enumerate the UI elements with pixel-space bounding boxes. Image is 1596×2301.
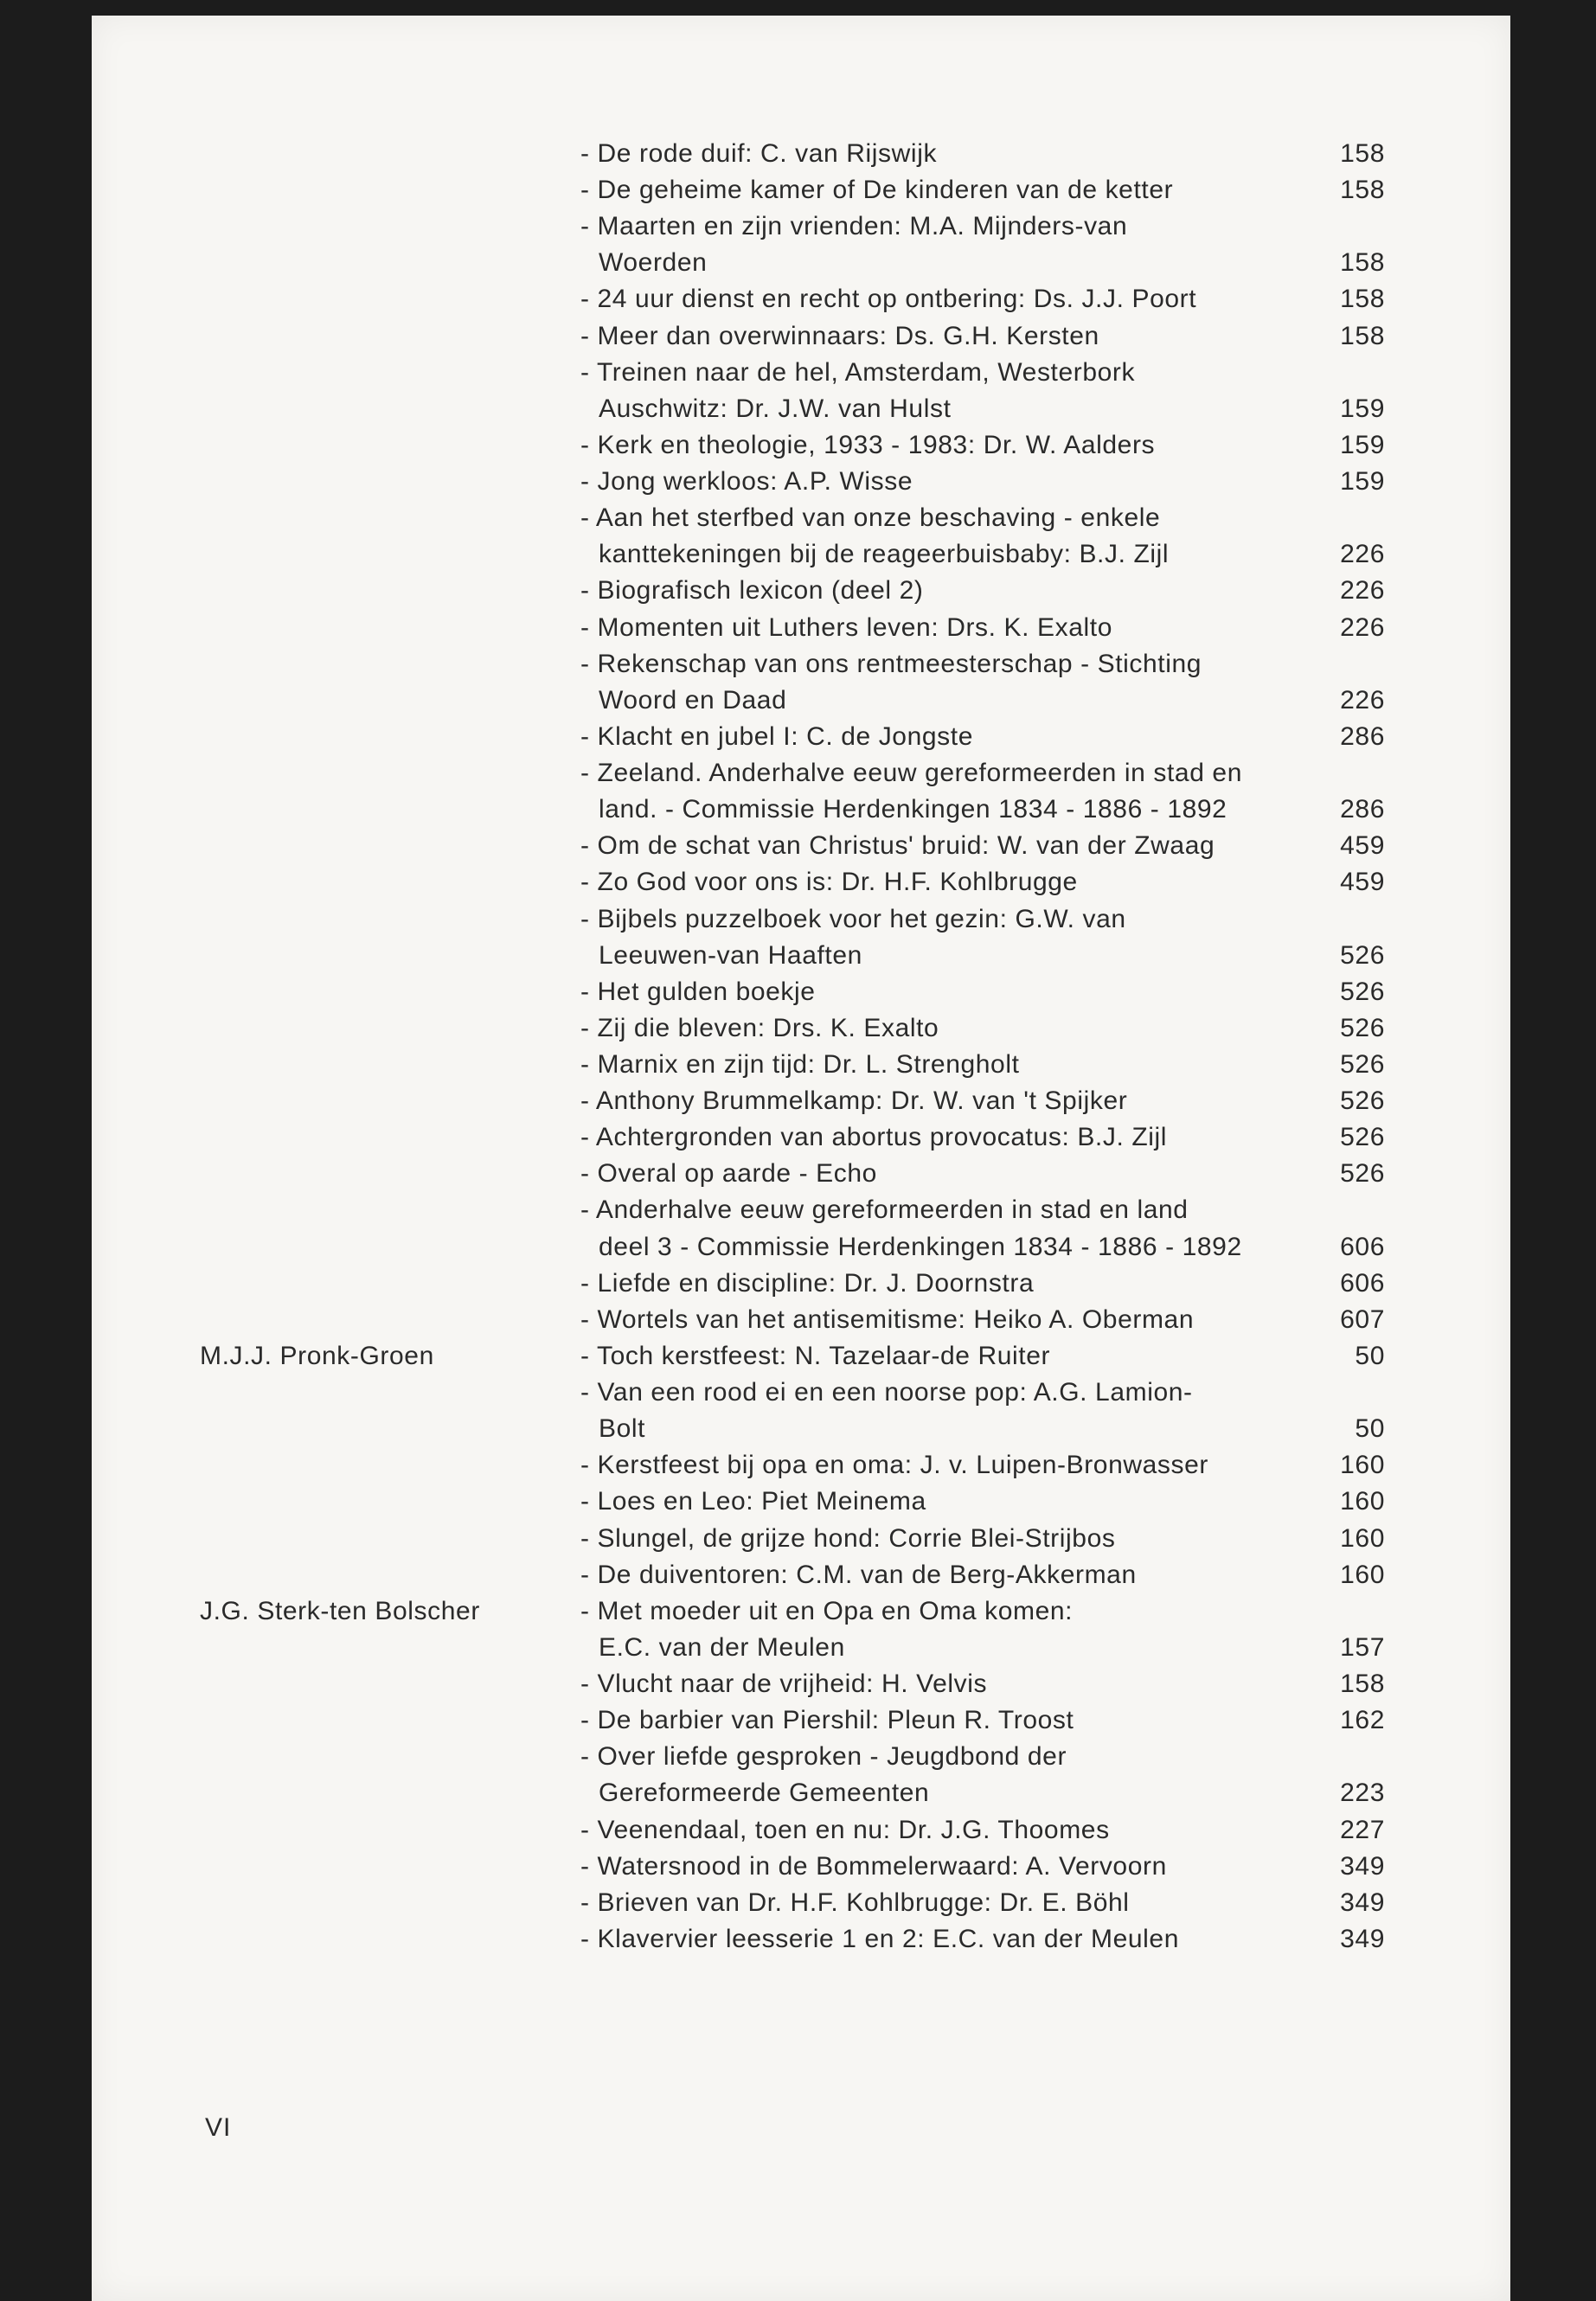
entry-page-number: 158 [1340,285,1385,314]
entry-title: - Biografisch lexicon (deel 2) [580,576,924,606]
entry-title: - Wortels van het antisemitisme: Heiko A. Oberman [580,1304,1195,1334]
entry-page-number: 286 [1340,795,1385,824]
entry-page-number: 158 [1340,248,1385,278]
entry-title: - Liefde en discipline: Dr. J. Doornstra [580,1268,1035,1298]
index-entry [92,1666,1510,1702]
entry-page-number: 162 [1340,1706,1385,1735]
index-entry [92,1812,1510,1849]
entry-title: Leeuwen-van Haaften [599,940,862,970]
index-entry [92,1702,1510,1739]
index-entry [92,1266,1510,1302]
entry-page-number: 349 [1340,1924,1385,1953]
entry-page-number: 526 [1340,1159,1385,1189]
index-entry [92,1447,1510,1484]
entry-title: - Veenendaal, toen en nu: Dr. J.G. Thoomes [580,1815,1110,1844]
entry-page-number: 349 [1340,1888,1385,1917]
index-entry [92,646,1510,683]
entry-page-number: 158 [1340,321,1385,350]
entry-title: - Zij die bleven: Drs. K. Exalto [580,1013,939,1042]
index-list [92,16,1510,2301]
entry-title: Gereformeerde Gemeenten [599,1779,930,1808]
entry-page-number: 606 [1340,1268,1385,1298]
entry-title: - Met moeder uit en Opa en Oma komen: [580,1596,1074,1625]
author-name: J.G. Sterk-ten Bolscher [200,1596,480,1625]
entry-page-number: 158 [1340,139,1385,168]
index-entry [92,792,1510,828]
entry-page-number: 160 [1340,1523,1385,1553]
index-entry [92,1302,1510,1338]
entry-page-number: 526 [1340,1013,1385,1042]
entry-title: - Treinen naar de hel, Amsterdam, Westerbork [580,357,1136,387]
index-entry [92,391,1510,427]
entry-page-number: 159 [1340,430,1385,459]
index-entry [92,1156,1510,1192]
entry-title: - Jong werkloos: A.P. Wisse [580,467,913,497]
entry-title: - Klacht en jubel I: C. de Jongste [580,721,973,751]
index-entry [92,318,1510,355]
entry-title: - Slungel, de grijze hond: Corrie Blei-Strijbos [580,1523,1116,1553]
entry-title: - Anthony Brummelkamp: Dr. W. van 't Spijker [580,1086,1128,1116]
index-entry [92,864,1510,901]
entry-title: - Maarten en zijn vrienden: M.A. Mijnders-van [580,212,1128,241]
index-entry [92,1775,1510,1811]
entry-page-number: 157 [1340,1632,1385,1662]
entry-title: - Meer dan overwinnaars: Ds. G.H. Kersten [580,321,1099,350]
entry-page-number: 159 [1340,467,1385,497]
index-entry [92,536,1510,573]
index-entry [92,1739,1510,1775]
entry-page-number: 286 [1340,721,1385,751]
index-entry [92,281,1510,317]
index-entry [92,610,1510,646]
entry-title: - De duiventoren: C.M. van de Berg-Akkerman [580,1560,1137,1589]
index-entry [92,1375,1510,1411]
index-entry [92,1557,1510,1593]
entry-title: - Om de schat van Christus' bruid: W. van der Zwaag [580,831,1215,861]
index-entry [92,573,1510,609]
index-entry [92,1119,1510,1156]
index-entry [92,1047,1510,1083]
entry-title: - Het gulden boekje [580,977,816,1006]
index-entry [92,355,1510,391]
entry-page-number: 158 [1340,176,1385,205]
index-entry [92,1885,1510,1921]
author-name: M.J.J. Pronk-Groen [200,1341,434,1370]
entry-page-number: 50 [1355,1341,1385,1370]
index-entry [92,1229,1510,1266]
index-entry [92,828,1510,864]
entry-title: - Aan het sterfbed van onze beschaving - enkele [580,503,1161,533]
entry-title: - De barbier van Piershil: Pleun R. Troost [580,1706,1074,1735]
entry-title: - Loes en Leo: Piet Meinema [580,1487,926,1516]
index-entry [92,427,1510,464]
entry-page-number: 160 [1340,1451,1385,1480]
entry-title: - Momenten uit Luthers leven: Drs. K. Exalto [580,612,1112,642]
index-entry [92,1192,1510,1228]
page-number: VI [205,2113,232,2142]
index-entry [92,208,1510,245]
index-entry [92,1083,1510,1119]
index-entry [92,464,1510,500]
entry-title: - Brieven van Dr. H.F. Kohlbrugge: Dr. E. Böhl [580,1888,1130,1917]
entry-title: - Zo God voor ons is: Dr. H.F. Kohlbrugge [580,868,1078,897]
entry-page-number: 526 [1340,940,1385,970]
index-entry [92,974,1510,1010]
index-entry [92,1411,1510,1447]
entry-page-number: 226 [1340,576,1385,606]
index-entry [92,172,1510,208]
entry-title: - Toch kerstfeest: N. Tazelaar-de Ruiter [580,1341,1051,1370]
entry-page-number: 226 [1340,540,1385,569]
index-entry [92,755,1510,792]
entry-page-number: 226 [1340,612,1385,642]
entry-title: - Kerk en theologie, 1933 - 1983: Dr. W. Aalders [580,430,1156,459]
entry-title: Bolt [599,1414,646,1444]
entry-title: - Zeeland. Anderhalve eeuw gereformeerden in stad en [580,759,1242,788]
entry-title: - Anderhalve eeuw gereformeerden in stad en land [580,1195,1189,1225]
entry-title: - Bijbels puzzelboek voor het gezin: G.W. van [580,904,1126,933]
index-entry [92,1484,1510,1520]
entry-page-number: 526 [1340,1086,1385,1116]
index-entry [92,500,1510,536]
entry-title: Woord en Daad [599,685,787,715]
entry-title: - De geheime kamer of De kinderen van de ketter [580,176,1174,205]
document-page [92,16,1510,2301]
index-entry [92,901,1510,938]
entry-title: land. - Commissie Herdenkingen 1834 - 1886 - 1892 [599,795,1227,824]
entry-page-number: 526 [1340,977,1385,1006]
entry-page-number: 160 [1340,1487,1385,1516]
entry-title: deel 3 - Commissie Herdenkingen 1834 - 1886 - 1892 [599,1232,1242,1261]
entry-title: - Marnix en zijn tijd: Dr. L. Strengholt [580,1050,1020,1079]
entry-title: Auschwitz: Dr. J.W. van Hulst [599,394,952,423]
entry-page-number: 159 [1340,394,1385,423]
entry-title: E.C. van der Meulen [599,1632,845,1662]
entry-page-number: 227 [1340,1815,1385,1844]
entry-page-number: 607 [1340,1304,1385,1334]
entry-page-number: 223 [1340,1779,1385,1808]
entry-page-number: 160 [1340,1560,1385,1589]
entry-title: - Watersnood in de Bommelerwaard: A. Vervoorn [580,1851,1167,1881]
entry-title: kanttekeningen bij de reageerbuisbaby: B.J. Zijl [599,540,1170,569]
entry-page-number: 50 [1355,1414,1385,1444]
entry-title: Woerden [599,248,708,278]
index-entry [92,1630,1510,1666]
entry-title: - De rode duif: C. van Rijswijk [580,139,938,168]
entry-title: - Klavervier leesserie 1 en 2: E.C. van der Meulen [580,1924,1179,1953]
entry-page-number: 226 [1340,685,1385,715]
entry-title: - Overal op aarde - Echo [580,1159,877,1189]
index-entry [92,1010,1510,1047]
index-entry [92,245,1510,281]
index-entry [92,683,1510,719]
index-entry [92,938,1510,974]
entry-page-number: 606 [1340,1232,1385,1261]
entry-page-number: 526 [1340,1050,1385,1079]
entry-title: - Van een rood ei en een noorse pop: A.G. Lamion- [580,1378,1193,1407]
index-entry [92,1338,1510,1375]
entry-title: - 24 uur dienst en recht op ontbering: Ds. J.J. Poort [580,285,1197,314]
entry-title: - Over liefde gesproken - Jeugdbond der [580,1742,1067,1772]
index-entry [92,1849,1510,1885]
entry-title: - Kerstfeest bij opa en oma: J. v. Luipen-Bronwasser [580,1451,1208,1480]
entry-page-number: 526 [1340,1123,1385,1152]
entry-page-number: 459 [1340,831,1385,861]
entry-title: - Achtergronden van abortus provocatus: B.J. Zijl [580,1123,1168,1152]
entry-page-number: 158 [1340,1670,1385,1699]
entry-title: - Rekenschap van ons rentmeesterschap - Stichting [580,649,1202,678]
index-entry [92,1593,1510,1630]
index-entry [92,719,1510,755]
index-entry [92,1921,1510,1958]
entry-title: - Vlucht naar de vrijheid: H. Velvis [580,1670,988,1699]
index-entry [92,1521,1510,1557]
index-entry [92,136,1510,172]
entry-page-number: 349 [1340,1851,1385,1881]
entry-page-number: 459 [1340,868,1385,897]
